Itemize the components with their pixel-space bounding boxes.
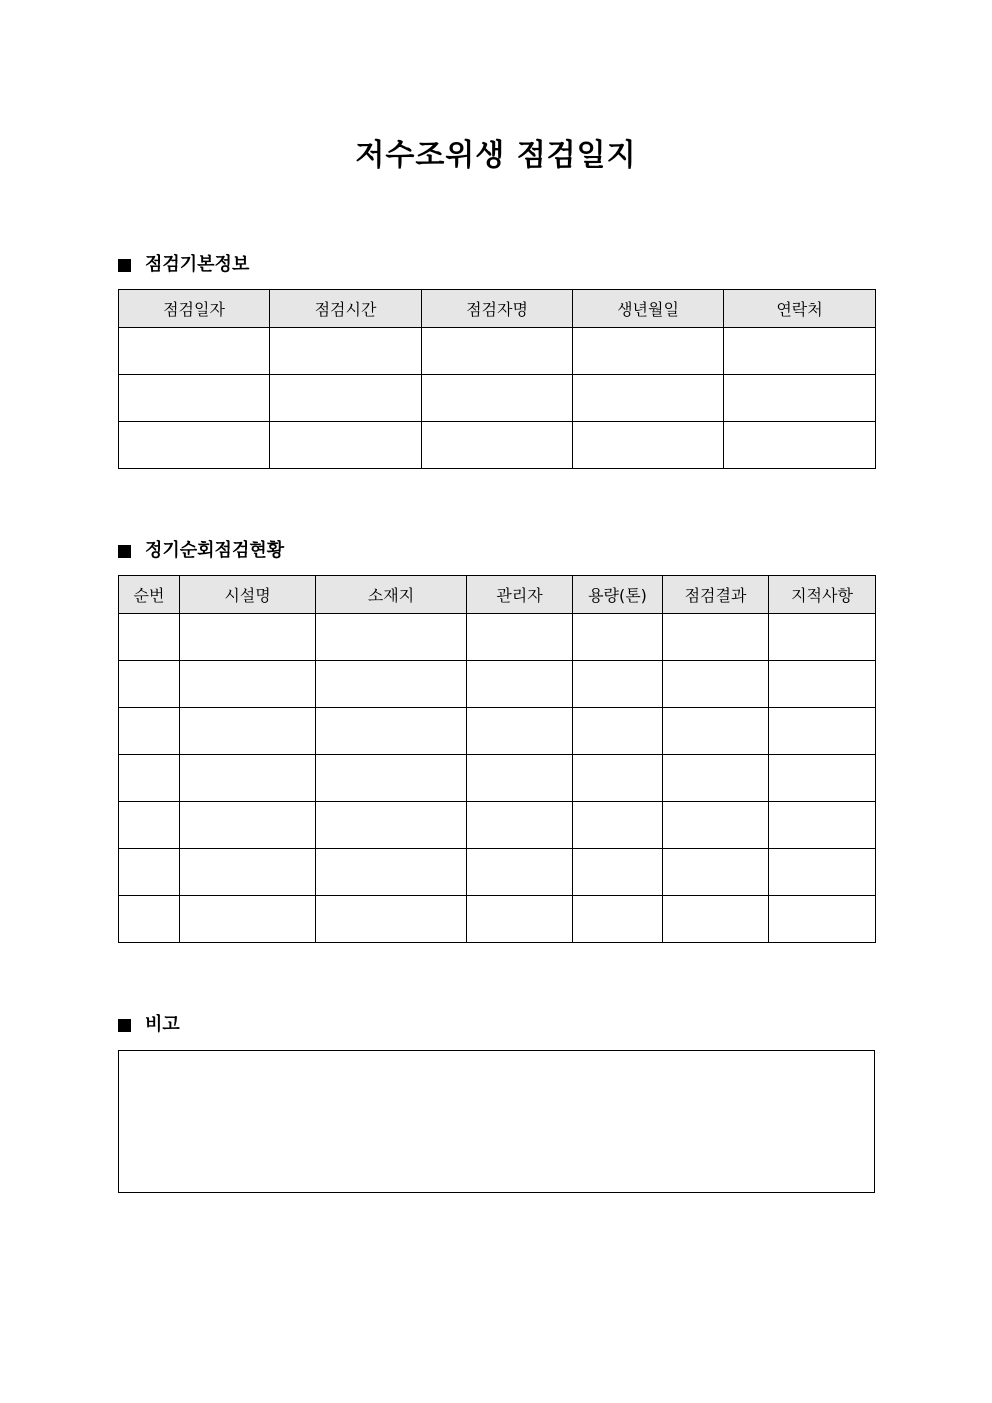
section-heading-label: 점검기본정보 — [145, 254, 250, 275]
table-cell[interactable] — [180, 614, 316, 661]
table-cell[interactable] — [573, 328, 724, 375]
table-cell[interactable] — [663, 661, 769, 708]
table-cell[interactable] — [119, 328, 270, 375]
black-square-icon — [118, 259, 131, 272]
column-header: 점검결과 — [663, 576, 769, 614]
table-cell[interactable] — [769, 896, 876, 943]
table-cell[interactable] — [573, 375, 724, 422]
table-header-row — [119, 290, 876, 328]
table-cell[interactable] — [422, 328, 573, 375]
table-row — [119, 661, 876, 708]
column-header: 관리자 — [467, 576, 573, 614]
table-cell[interactable] — [270, 328, 422, 375]
table-cell[interactable] — [316, 708, 467, 755]
column-header: 소재지 — [316, 576, 467, 614]
column-header: 용량(톤) — [573, 576, 663, 614]
section-heading-label: 정기순회점검현황 — [145, 540, 285, 561]
table-cell[interactable] — [769, 849, 876, 896]
table-cell[interactable] — [573, 849, 663, 896]
table-cell[interactable] — [270, 422, 422, 469]
table-cell[interactable] — [422, 375, 573, 422]
patrol-table — [118, 575, 876, 943]
section-heading-basic-info — [118, 253, 249, 277]
table-cell[interactable] — [316, 614, 467, 661]
table-cell[interactable] — [769, 755, 876, 802]
table-header-row — [119, 576, 876, 614]
table-row — [119, 328, 876, 375]
column-header: 연락처 — [724, 290, 876, 328]
column-header: 지적사항 — [769, 576, 876, 614]
table-row — [119, 802, 876, 849]
table-cell[interactable] — [467, 896, 573, 943]
table-cell[interactable] — [180, 708, 316, 755]
column-header: 점검자명 — [422, 290, 573, 328]
section-heading-label: 비고 — [145, 1014, 180, 1035]
column-header: 순번 — [119, 576, 180, 614]
table-row — [119, 755, 876, 802]
section-heading-patrol — [118, 539, 284, 563]
remarks-box[interactable] — [118, 1050, 875, 1193]
table-cell[interactable] — [573, 708, 663, 755]
table-cell[interactable] — [573, 614, 663, 661]
column-header: 생년월일 — [573, 290, 724, 328]
column-header: 점검일자 — [119, 290, 270, 328]
table-cell[interactable] — [119, 375, 270, 422]
table-cell[interactable] — [663, 614, 769, 661]
table-cell[interactable] — [663, 896, 769, 943]
table-row — [119, 614, 876, 661]
table-cell[interactable] — [467, 708, 573, 755]
table-cell[interactable] — [180, 802, 316, 849]
page-title: 저수조위생 점검일지 — [355, 138, 637, 173]
table-cell[interactable] — [422, 422, 573, 469]
table-cell[interactable] — [769, 614, 876, 661]
table-cell[interactable] — [467, 661, 573, 708]
column-header: 시설명 — [180, 576, 316, 614]
table-cell[interactable] — [119, 422, 270, 469]
section-heading-remarks — [118, 1013, 180, 1037]
table-cell[interactable] — [573, 422, 724, 469]
table-cell[interactable] — [119, 661, 180, 708]
table-cell[interactable] — [663, 849, 769, 896]
table-cell[interactable] — [316, 661, 467, 708]
table-cell[interactable] — [119, 614, 180, 661]
table-cell[interactable] — [270, 375, 422, 422]
table-cell[interactable] — [573, 896, 663, 943]
table-cell[interactable] — [467, 614, 573, 661]
black-square-icon — [118, 1019, 131, 1032]
table-row — [119, 896, 876, 943]
table-cell[interactable] — [119, 708, 180, 755]
table-cell[interactable] — [724, 328, 876, 375]
table-cell[interactable] — [467, 849, 573, 896]
table-cell[interactable] — [467, 755, 573, 802]
table-cell[interactable] — [180, 755, 316, 802]
table-cell[interactable] — [119, 755, 180, 802]
table-row — [119, 849, 876, 896]
table-cell[interactable] — [769, 708, 876, 755]
table-cell[interactable] — [769, 661, 876, 708]
table-row — [119, 422, 876, 469]
basic-info-table — [118, 289, 876, 469]
table-cell[interactable] — [316, 849, 467, 896]
table-cell[interactable] — [180, 661, 316, 708]
table-cell[interactable] — [467, 802, 573, 849]
table-cell[interactable] — [663, 802, 769, 849]
table-cell[interactable] — [724, 422, 876, 469]
table-cell[interactable] — [316, 802, 467, 849]
table-cell[interactable] — [119, 896, 180, 943]
table-cell[interactable] — [316, 896, 467, 943]
table-cell[interactable] — [180, 896, 316, 943]
table-cell[interactable] — [769, 802, 876, 849]
table-cell[interactable] — [663, 755, 769, 802]
table-cell[interactable] — [573, 802, 663, 849]
table-row — [119, 708, 876, 755]
column-header: 점검시간 — [270, 290, 422, 328]
table-cell[interactable] — [663, 708, 769, 755]
black-square-icon — [118, 545, 131, 558]
table-cell[interactable] — [573, 755, 663, 802]
table-cell[interactable] — [180, 849, 316, 896]
table-cell[interactable] — [316, 755, 467, 802]
table-cell[interactable] — [119, 802, 180, 849]
table-cell[interactable] — [573, 661, 663, 708]
table-cell[interactable] — [119, 849, 180, 896]
table-row — [119, 375, 876, 422]
table-cell[interactable] — [724, 375, 876, 422]
